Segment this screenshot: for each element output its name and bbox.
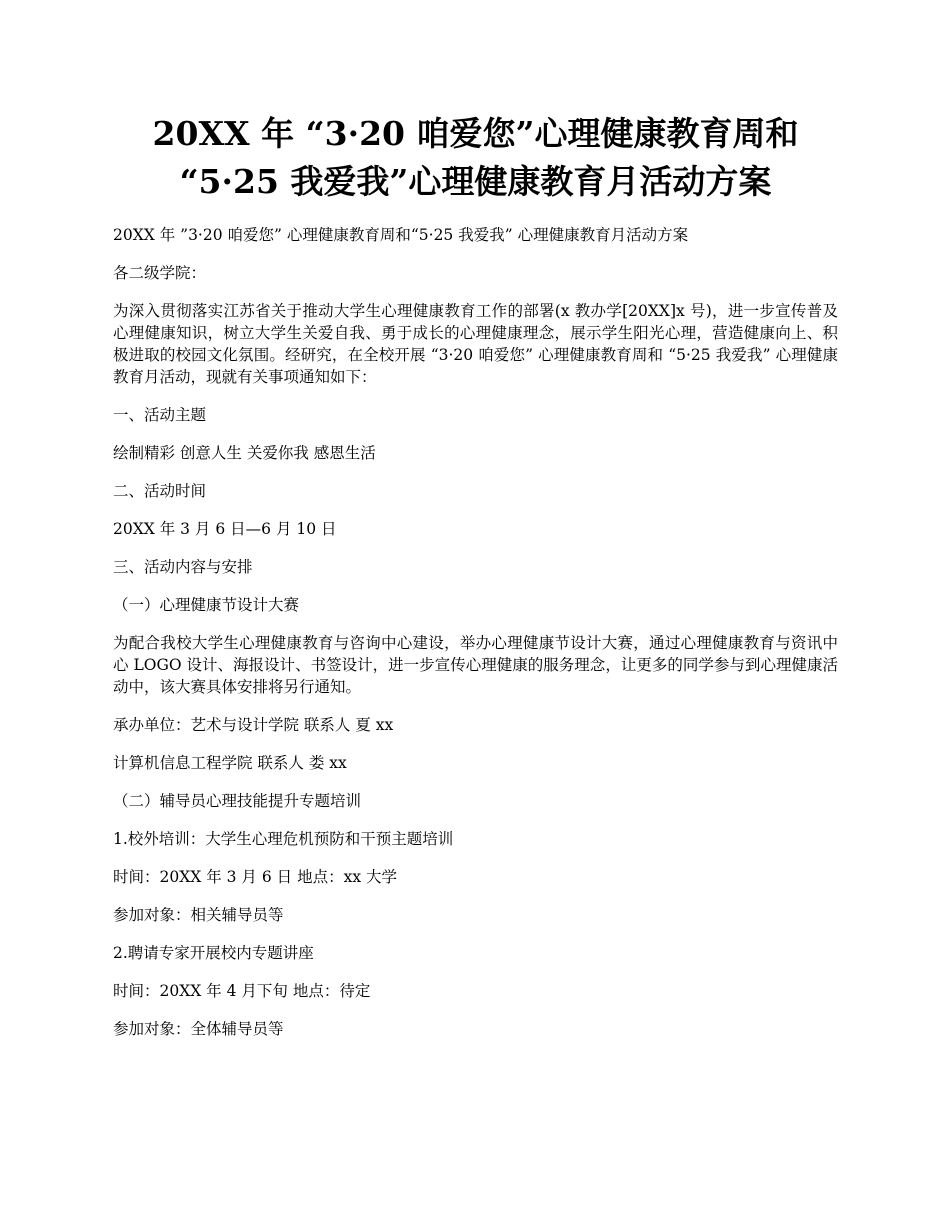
organizer-line-2: 计算机信息工程学院 联系人 娄 xx (113, 754, 347, 772)
section-heading-theme: 一、活动主题 (113, 406, 207, 424)
document-title (113, 110, 838, 206)
contest-paragraph: 为配合我校大学生心理健康教育与咨询中心建设，举办心理健康节设计大赛，通过心理健康教育与资讯中心 LOGO 设计、海报设计、书签设计，进一步宣传心理健康的服务理念，让更多的同学参与到心理健康活动中，该大赛具体安排将另行通知。 (113, 634, 838, 696)
training-1-time-place: 时间：20XX 年 3 月 6 日 地点：xx 大学 (113, 868, 397, 886)
training-2-time-place: 时间：20XX 年 4 月下旬 地点：待定 (113, 982, 371, 1000)
training-1-participants: 参加对象：相关辅导员等 (113, 906, 284, 924)
theme-text: 绘制精彩 创意人生 关爱你我 感恩生活 (113, 444, 376, 462)
salutation: 各二级学院： (113, 264, 207, 282)
section-heading-time: 二、活动时间 (113, 482, 207, 500)
subsection-heading-2: （二）辅导员心理技能提升专题培训 (113, 792, 362, 810)
time-text: 20XX 年 3 月 6 日—6 月 10 日 (113, 520, 337, 538)
organizer-line-1: 承办单位：艺术与设计学院 联系人 夏 xx (113, 716, 394, 734)
training-item-2: 2.聘请专家开展校内专题讲座 (113, 944, 314, 962)
title-line-1: 20XX 年 “3·20 咱爱您”心理健康教育周和 (152, 114, 799, 153)
section-heading-content: 三、活动内容与安排 (113, 558, 253, 576)
title-line-2: “5·25 我爱我”心理健康教育月活动方案 (179, 162, 772, 201)
intro-paragraph: 为深入贯彻落实江苏省关于推动大学生心理健康教育工作的部署(x 教办学[20XX]x 号)，进一步宣传普及心理健康知识，树立大学生关爱自我、勇于成长的心理健康理念，展示学生阳光心理，营造健康向上、积极进取的校园文化氛围。经研究，在全校开展 “3·20 咱爱您” 心理健康教育周和 “5·25 我爱我” 心理健康教育月活动，现就有关事项通知如下： (113, 302, 838, 386)
subsection-heading-1: （一）心理健康节设计大赛 (113, 596, 300, 614)
subtitle-paragraph: 20XX 年 ”3·20 咱爱您” 心理健康教育周和“5·25 我爱我” 心理健康教育月活动方案 (113, 226, 689, 244)
training-item-1: 1.校外培训：大学生心理危机预防和干预主题培训 (113, 830, 454, 848)
training-2-participants: 参加对象：全体辅导员等 (113, 1020, 284, 1038)
